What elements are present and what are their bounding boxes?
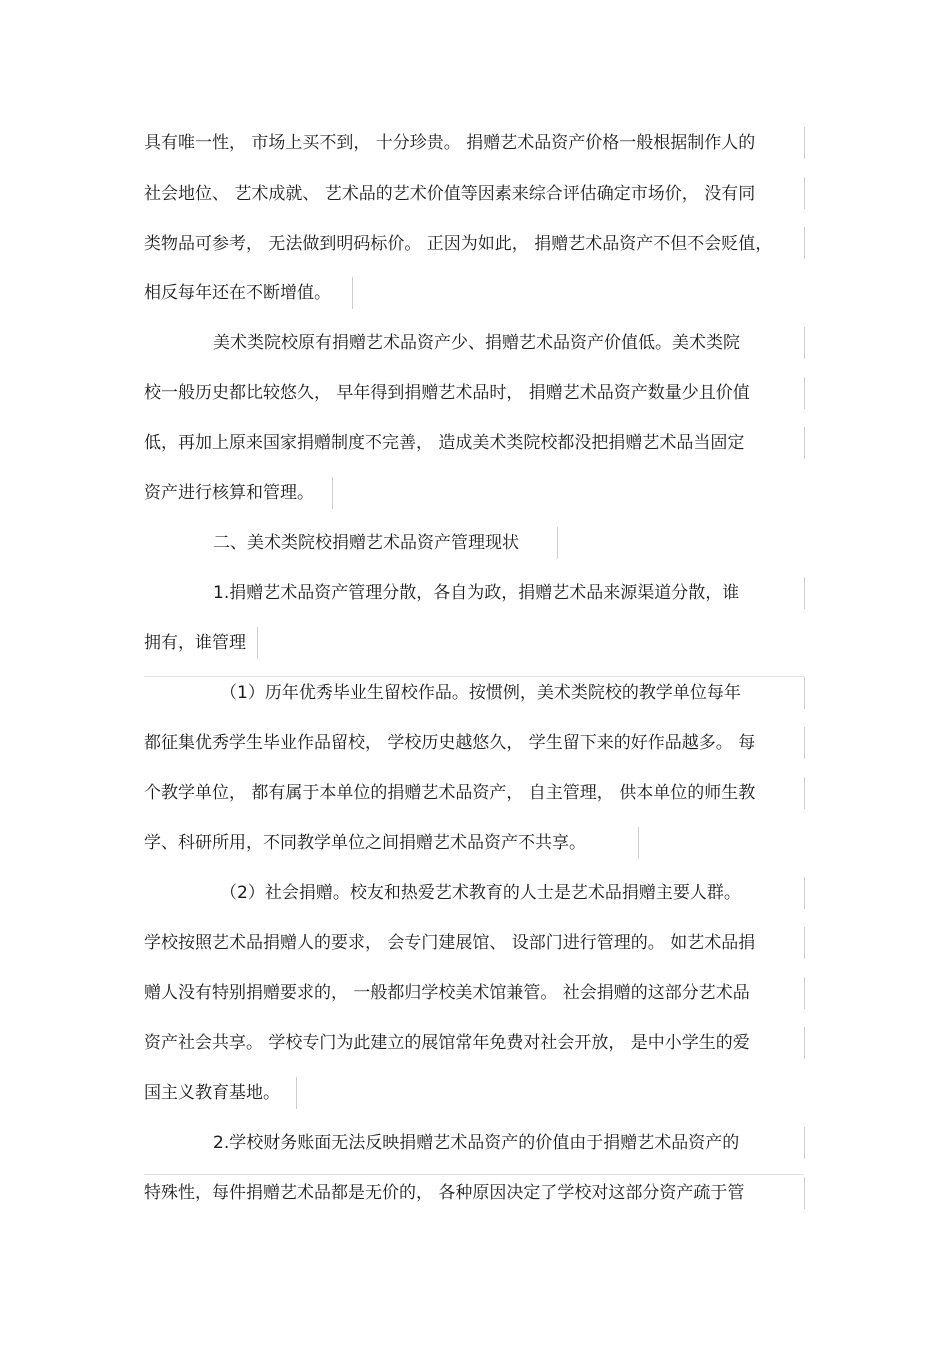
text-line: 学、科研所用，不同教学单位之间捐赠艺术品资产不共享。 — [144, 833, 586, 853]
subsection-heading: 1.捐赠艺术品资产管理分散，各自为政，捐赠艺术品来源渠道分散，谁 — [213, 583, 740, 603]
text-line: 拥有，谁管理 — [144, 633, 246, 653]
line-end-rule — [804, 1177, 805, 1209]
line-top-rule — [144, 1174, 804, 1175]
text-line: 类物品可参考， 无法做到明码标价。 正因为如此， 捐赠艺术品资产不但不会贬值， — [144, 234, 773, 254]
text-line: 校一般历史都比较悠久， 早年得到捐赠艺术品时， 捐赠艺术品资产数量少且价值 — [144, 383, 750, 403]
text-line: 都征集优秀学生毕业作品留校， 学校历史越悠久， 学生留下来的好作品越多。 每 — [144, 733, 756, 753]
line-end-rule — [557, 527, 558, 559]
line-end-rule — [804, 177, 805, 209]
line-end-rule — [804, 327, 805, 359]
line-end-rule — [804, 977, 805, 1009]
text-line: 社会地位、 艺术成就、 艺术品的艺术价值等因素来综合评估确定市场价， 没有同 — [144, 184, 756, 204]
line-end-rule — [804, 677, 805, 709]
line-end-rule — [804, 377, 805, 409]
line-end-rule — [257, 627, 258, 659]
text-line: 具有唯一性， 市场上买不到， 十分珍贵。 捐赠艺术品资产价格一般根据制作人的 — [144, 133, 756, 153]
text-line: 资产社会共享。 学校专门为此建立的展馆常年免费对社会开放， 是中小学生的爱 — [144, 1033, 750, 1053]
line-end-rule — [804, 1127, 805, 1159]
line-end-rule — [804, 577, 805, 609]
paragraph-start: （2）社会捐赠。校友和热爱艺术教育的人士是艺术品捐赠主要人群。 — [220, 883, 741, 903]
text-line: 个教学单位， 都有属于本单位的捐赠艺术品资产， 自主管理， 供本单位的师生教 — [144, 783, 756, 803]
text-line: 赠人没有特别捐赠要求的， 一般都归学校美术馆兼管。 社会捐赠的这部分艺术品 — [144, 983, 750, 1003]
text-line: 资产进行核算和管理。 — [144, 483, 314, 503]
text-line: 低，再加上原来国家捐赠制度不完善， 造成美术类院校都没把捐赠艺术品当固定 — [144, 433, 745, 453]
line-end-rule — [332, 477, 333, 509]
paragraph-start: （1）历年优秀毕业生留校作品。按惯例，美术类院校的教学单位每年 — [220, 683, 741, 703]
section-heading: 二、美术类院校捐赠艺术品资产管理现状 — [213, 533, 519, 553]
line-end-rule — [804, 727, 805, 759]
line-end-rule — [804, 777, 805, 809]
text-line: 相反每年还在不断增值。 — [144, 283, 331, 303]
text-line: 国主义教育基地。 — [144, 1083, 280, 1103]
text-line: 学校按照艺术品捐赠人的要求， 会专门建展馆、 设部门进行管理的。 如艺术品捐 — [144, 933, 756, 953]
line-end-rule — [638, 827, 639, 859]
line-end-rule — [804, 227, 805, 259]
line-end-rule — [296, 1077, 297, 1109]
line-end-rule — [804, 1027, 805, 1059]
paragraph-start: 美术类院校原有捐赠艺术品资产少、捐赠艺术品资产价值低。美术类院 — [213, 333, 740, 353]
line-end-rule — [804, 927, 805, 959]
line-end-rule — [804, 427, 805, 459]
text-line: 特殊性，每件捐赠艺术品都是无价的， 各种原因决定了学校对这部分资产疏于管 — [144, 1183, 745, 1203]
line-end-rule — [352, 277, 353, 309]
line-end-rule — [804, 127, 805, 159]
line-end-rule — [804, 877, 805, 909]
subsection-heading: 2.学校财务账面无法反映捐赠艺术品资产的价值由于捐赠艺术品资产的 — [213, 1133, 740, 1153]
line-top-rule — [144, 676, 804, 677]
